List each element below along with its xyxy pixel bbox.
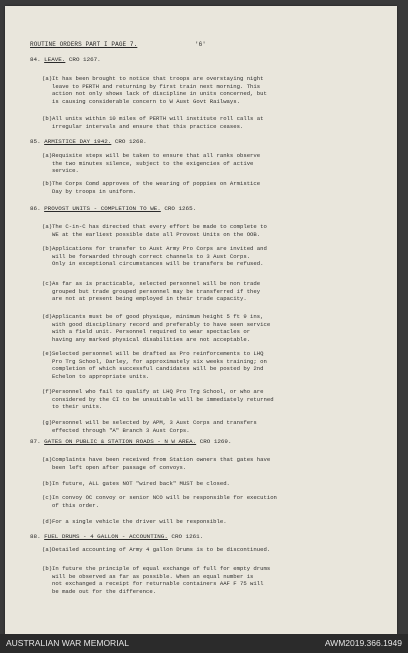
item-label: (b) (42, 180, 53, 187)
item-label: (a) (42, 152, 53, 159)
institution-name: AUSTRALIAN WAR MEMORIAL (6, 638, 129, 648)
order-item (42, 115, 382, 130)
section-heading (30, 533, 203, 540)
order-item (42, 456, 382, 471)
order-item (42, 180, 382, 195)
item-label: (a) (42, 456, 53, 463)
item-text-line: It has been brought to notice that troops are overstaying night (52, 75, 264, 82)
item-text-line: In convoy OC convoy or senior NCO will be responsible for execution (52, 494, 277, 501)
section-number: 84. (30, 56, 45, 63)
item-label: (g) (42, 419, 53, 426)
item-text-line: be made out for the difference. (52, 587, 157, 595)
section-number: 87. (30, 438, 45, 445)
footer-bar (0, 634, 408, 653)
section-heading (30, 205, 196, 212)
section-cro: CRO 1261. (167, 533, 204, 540)
item-text-line: with a field unit. Personnel required to wear spectacles or (52, 328, 251, 336)
item-label: (e) (42, 350, 53, 357)
section-title: PROVOST UNITS - COMPLETION TO WE. (44, 205, 161, 212)
item-text-line: As far as is practicable, selected personnel will be non trade (52, 280, 261, 287)
item-text-line: Only in exceptional circumstances will be transfers be refused. (52, 260, 264, 268)
item-text-line: of this order. (52, 501, 99, 509)
section-cro: CRO 1268. (111, 138, 147, 145)
section-number: 86. (30, 205, 45, 212)
item-text-line: Day by troops in uniform. (52, 187, 136, 195)
order-item (42, 388, 382, 411)
item-text-line: the two minutes silence, subject to the exigencies of active (52, 159, 254, 167)
item-text-line: considered by the CI to be unsuitable will be immediately returned (52, 395, 274, 403)
item-text-line: In future the principle of equal exchange of full for empty drums (52, 565, 271, 572)
item-text-line: Personnel will be selected by APM, 3 Aust Corps and transfers (52, 419, 257, 426)
order-item (42, 75, 382, 105)
item-label: (b) (42, 565, 53, 572)
item-text-line: grouped but trade grouped personnel may be transferred if they (52, 287, 261, 295)
item-label: (b) (42, 480, 53, 487)
section-number: 85. (30, 138, 45, 145)
item-text-line: completion of which successful candidates will be posted by 2nd (52, 365, 264, 373)
item-text-line: Applications for transfer to Aust Army Pro Corps are invited and (52, 245, 267, 252)
item-text-line: The Corps Comd approves of the wearing of poppies on Armistice (52, 180, 261, 187)
item-text-line: The C-in-C has directed that every effort be made to complete to (52, 223, 267, 230)
order-item (42, 546, 382, 554)
item-label: (d) (42, 518, 53, 525)
section-cro: CRO 1265. (160, 205, 197, 212)
section-cro: CRO 1269. (196, 438, 232, 445)
section-heading (30, 138, 147, 145)
accession-number: AWM2019.366.1949 (324, 638, 402, 648)
order-item (42, 350, 382, 380)
item-text-line: are not at present being employed in their trade capacity. (52, 295, 247, 303)
order-item (42, 152, 382, 175)
item-text-line: Echelon to appropriate units. (52, 372, 150, 380)
order-item (42, 565, 382, 595)
order-item (42, 223, 382, 238)
item-text-line: effected through "A" Branch 3 Aust Corps. (52, 426, 190, 434)
item-text-line: Selected personnel will be drafted as Pro reinforcements to LHQ (52, 350, 264, 357)
order-item (42, 518, 382, 526)
section-heading (30, 438, 232, 445)
item-text-line: with good disciplinary record and preferably to have seen service (52, 320, 271, 328)
item-text-line: having any marked physical disabilities are not acceptable. (52, 335, 251, 343)
item-label: (b) (42, 115, 53, 122)
item-text-line: All units within 10 miles of PERTH will institute roll calls at (52, 115, 264, 122)
item-text-line: Detailed accounting of Army 4 gallon Drums is to be discontinued. (52, 546, 271, 553)
item-text-line: Pro Trg School, Darley, for approximately six weeks training; on (52, 357, 267, 365)
item-label: (c) (42, 280, 53, 287)
order-item (42, 245, 382, 268)
item-text-line: Complaints have been received from Station owners that gates have (52, 456, 271, 463)
item-text-line: In future, ALL gates NOT "wired back" MUST be closed. (52, 480, 230, 487)
item-text-line: Requisite steps will be taken to ensure that all ranks observe (52, 152, 261, 159)
item-text-line: service. (52, 167, 79, 175)
section-title: GATES ON PUBLIC & STATION ROADS - N W AREA. (44, 438, 197, 445)
item-label: (a) (42, 546, 53, 553)
page-mark: '6' (195, 41, 206, 48)
item-text-line: not exchanged a receipt for returnable containers AAF F 75 will (52, 580, 264, 588)
item-text-line: action not only shows lack of discipline in units concerned, but (52, 90, 267, 98)
item-label: (a) (42, 75, 53, 82)
order-item (42, 480, 382, 488)
item-label: (d) (42, 313, 53, 320)
section-heading (30, 56, 101, 63)
item-label: (b) (42, 245, 53, 252)
section-title: FUEL DRUMS - 4 GALLON - ACCOUNTING. (44, 533, 168, 540)
page-header: ROUTINE ORDERS PART I PAGE 7. (30, 41, 138, 48)
order-item (42, 313, 382, 343)
item-text-line: been left open after passage of convoys. (52, 463, 187, 471)
section-number: 88. (30, 533, 45, 540)
item-label: (a) (42, 223, 53, 230)
item-text-line: is causing considerable concern to W Aust Govt Railways. (52, 97, 240, 105)
section-title: LEAVE. (44, 56, 66, 63)
section-cro: CRO 1267. (65, 56, 101, 63)
item-text-line: irregular intervals and ensure that this practice ceases. (52, 122, 244, 130)
order-item (42, 280, 382, 303)
item-label: (c) (42, 494, 53, 501)
item-text-line: to their units. (52, 403, 103, 411)
item-text-line: For a single vehicle the driver will be responsible. (52, 518, 227, 525)
item-text-line: will be forwarded through correct channels to 3 Aust Corps. (52, 252, 251, 260)
item-text-line: Applicants must be of good physique, minimum height 5 ft 9 ins, (52, 313, 264, 320)
item-text-line: WE at the earliest possible date all Provost Units on the OOB. (52, 230, 261, 238)
order-item (42, 494, 382, 509)
order-item (42, 419, 382, 434)
item-label: (f) (42, 388, 53, 395)
section-title: ARMISTICE DAY 1942. (44, 138, 112, 145)
item-text-line: Personnel who fail to qualify at LHQ Pro Trg School, or who are (52, 388, 264, 395)
item-text-line: leave to PERTH and returning by first train next morning. This (52, 82, 261, 90)
item-text-line: will be observed as far as possible. When an equal number is (52, 572, 254, 580)
